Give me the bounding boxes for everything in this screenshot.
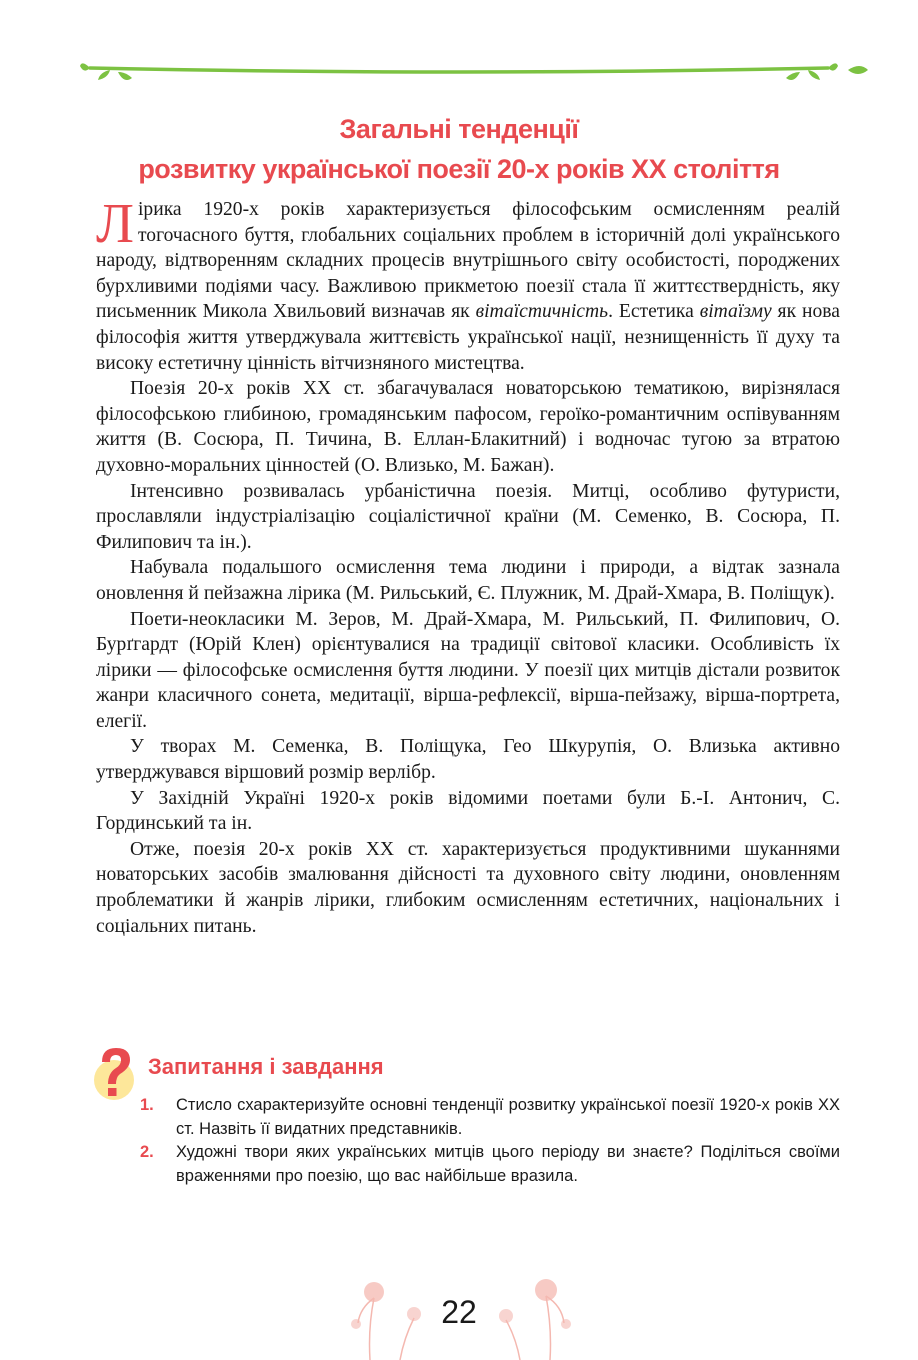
question-mark-icon <box>88 1046 140 1102</box>
paragraph-6: У творах М. Семенка, В. Поліщука, Гео Шкурупія, О. Влизька активно утверджувався віршовий розмір верлібр. <box>96 736 840 784</box>
paragraph-4: Набувала подальшого осмислення тема людини і природи, а відтак зазнала оновлення й пейзажна лірика (М. Рильський, Є. Плужник, М. Драй-Хмара, В. Поліщук). <box>96 557 840 604</box>
vine-border-decoration <box>0 0 918 100</box>
section-title-line-1: Загальні тенденції <box>339 114 579 144</box>
question-text: Художні твори яких українських митців цього періоду ви знаєте? Поділіться своїми враженнями про поезію, що вас найбільше вразила. <box>176 1143 840 1185</box>
paragraph-1: Лірика 1920-х років характеризується філософським осмисленням реалій тогочасного буття, глобальних соціальних проблем в історичній долі українського народу, відтворенням складних процесів внутрішнього світу особистості, породжених бурхливими подіями часу. Важливою прикметою поезії стала її життєствердність, яку письменник Микола Хвильовий визначав як вітаїстичність. Естетика вітаїзму як нова філософія життя утверджувала життєвість української нації, незнищенність її духу та високу естетичну цінність вітчизняного мистецтва. <box>96 193 840 374</box>
paragraph-7: У Західній Україні 1920-х років відомими поетами були Б.-І. Антонич, С. Гординський та ін. <box>96 787 840 835</box>
page-number: 22 <box>441 1294 477 1330</box>
section-title-line-2: розвитку української поезії 20-х років XX століття <box>138 154 780 184</box>
drop-cap: Л <box>96 193 134 255</box>
article-body <box>96 193 840 939</box>
paragraph-8: Отже, поезія 20-х років XX ст. характеризується продуктивними шуканнями новаторських засобів змалювання дійсності та духовного світу людини, оновленням проблематики й жанрів лірики, глибоким осмисленням естетичних, національних і соціальних питань. <box>96 838 840 937</box>
paragraph-5: Поети-неокласики М. Зеров, М. Драй-Хмара, М. Рильський, П. Филипович, О. Бурґгардт (Юрій Клен) орієнтувалися на традиції світової класики. Особливість їх лірики — філософське осмислення буття людини. У поезії цих митців дістали розвиток жанри класичного сонета, медитації, вірша-рефлексії, вірша-пейзажу, вірша-портрета, елегії. <box>96 608 840 732</box>
question-item <box>140 1094 840 1141</box>
questions-list <box>140 1094 840 1188</box>
question-text: Стисло схарактеризуйте основні тенденції розвитку української поезії 1920-х років XX ст. Назвіть її видатних представників. <box>176 1096 840 1138</box>
questions-heading: Запитання і завдання <box>148 1054 384 1079</box>
paragraph-2: Поезія 20-х років XX ст. збагачувалася новаторською тематикою, вирізнялася філософською глибиною, громадянським пафосом, героїко-романтичним оспівуванням життя (В. Сосюра, П. Тичина, В. Еллан-Блакитний) і водночас тугою за втратою духовно-моральних цінностей (О. Влизько, М. Бажан). <box>96 378 840 476</box>
question-number: 2. <box>140 1143 154 1161</box>
term-vitaism-adjective: вітаїстичність <box>475 301 609 323</box>
paragraph-3: Інтенсивно розвивалась урбаністична поезія. Митці, особливо футуристи, прославляли індустріалізацію соціалістичної країни (М. Семенко, В. Сосюра, П. Филипович та ін.). <box>96 480 840 553</box>
question-item <box>140 1141 840 1188</box>
question-number: 1. <box>140 1096 154 1114</box>
term-vitaism: вітаїзму <box>699 301 772 323</box>
